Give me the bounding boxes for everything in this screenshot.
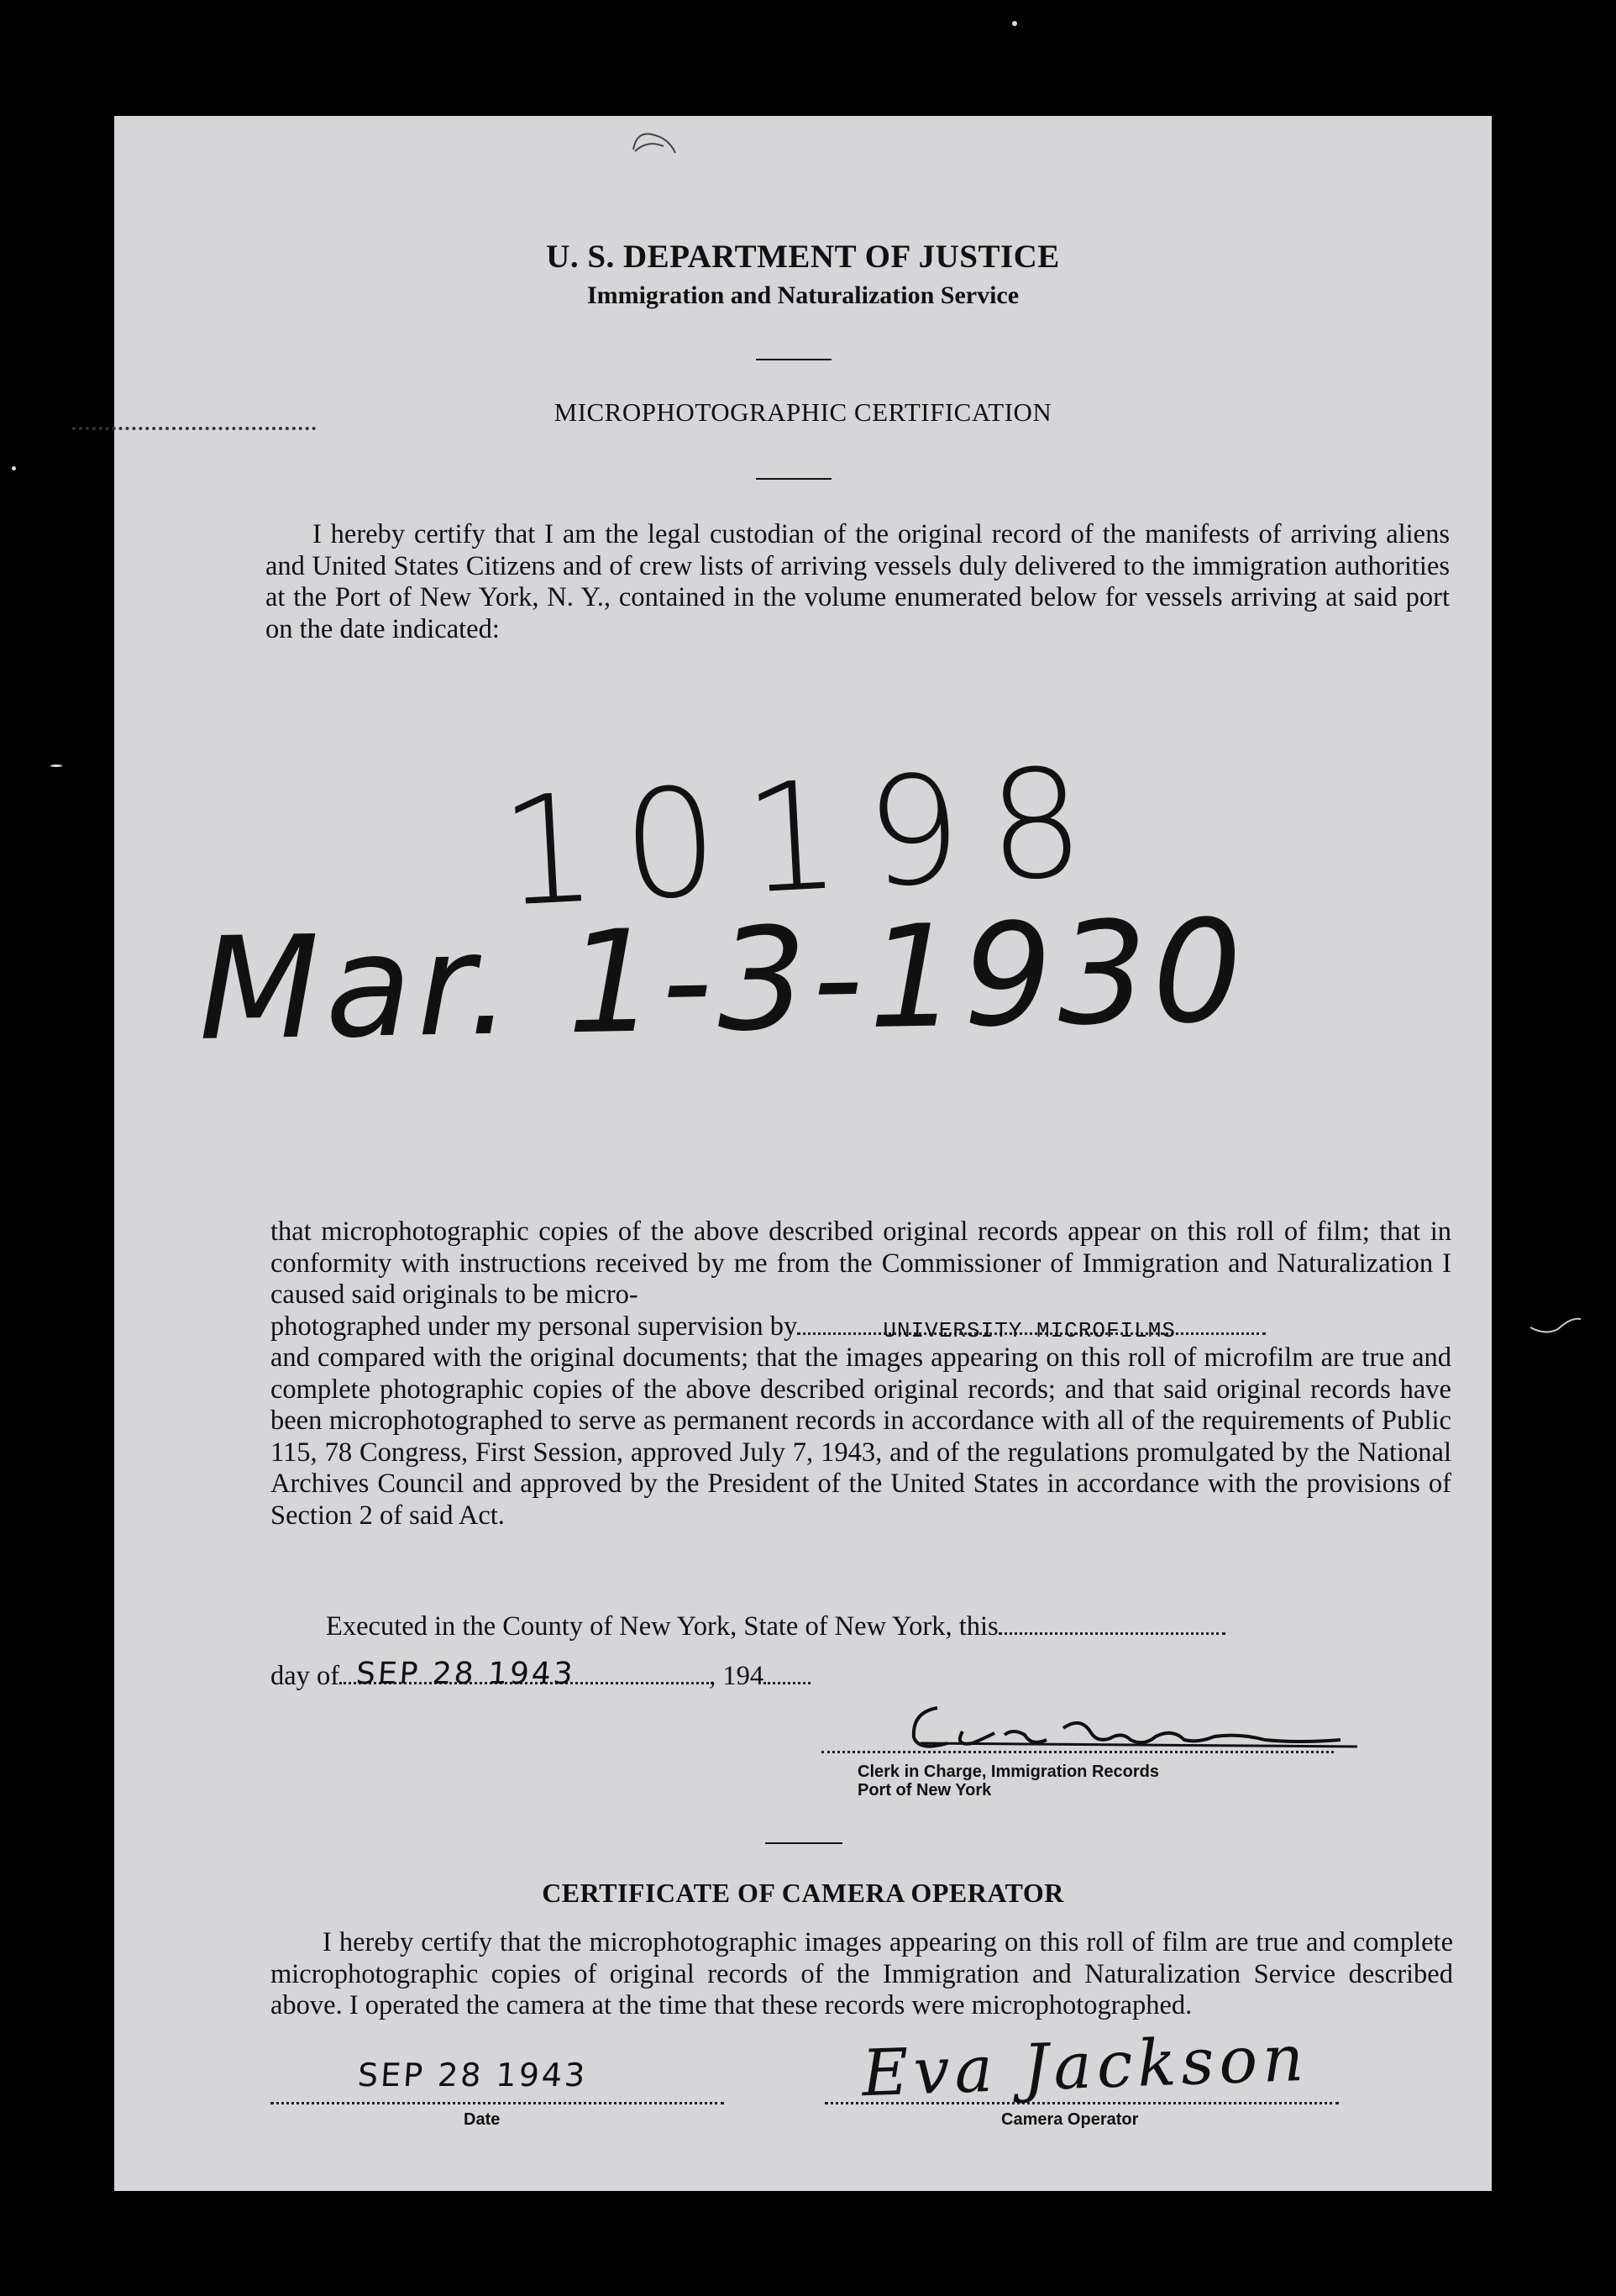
handwritten-volume-number: 10198 [496,734,1115,940]
date-line [270,2102,724,2104]
document-page [114,116,1492,2191]
operator-label: Camera Operator [1001,2110,1139,2129]
film-speck [12,466,16,470]
year-label: , 194 [709,1661,764,1691]
handwritten-date-range: Mar. 1-3-1930 [197,889,1249,1072]
clerk-signature [904,1691,1374,1758]
day-of-fill [339,1657,709,1691]
day-of-label: day of [270,1661,340,1691]
photographer-line [270,1311,1451,1343]
film-speck [50,764,62,767]
executed-line [326,1611,1225,1643]
scribble-mark [627,124,694,166]
executed-text: Executed in the County of New York, State of New York, this [326,1611,999,1642]
film-scratch [1529,1311,1596,1344]
divider [756,478,832,480]
form-title: MICROPHOTOGRAPHIC CERTIFICATION [554,397,1052,427]
photographer-name: UNIVERSITY MICROFILMS [883,1317,1176,1343]
operator-stamped-date: SEP 28 1943 [356,2057,589,2094]
divider [765,1842,842,1844]
clerk-title-line-2: Port of New York [858,1781,992,1799]
film-speck [1012,21,1017,26]
executed-fill [999,1632,1225,1635]
camera-certificate-text: I hereby certify that the microphotographic images appearing on this roll of film are true and complete microphotographic copies of original records of the Immigration and Naturalization Service described above. I operated the camera at the time that these records were microphotographed. [270,1927,1453,2020]
camera-certificate-title: CERTIFICATE OF CAMERA OPERATOR [542,1878,1064,1908]
clerk-title [858,1763,1159,1799]
divider [756,359,832,360]
service-subheading: Immigration and Naturalization Service [586,281,1020,309]
agency-heading: U. S. DEPARTMENT OF JUSTICE [546,239,1060,275]
photographer-fill-line [797,1317,1266,1343]
clerk-title-line-1: Clerk in Charge, Immigration Records [858,1763,1159,1781]
operator-signature: Eva Jackson [860,2020,1310,2111]
body-text-1: that microphotographic copies of the above described original records appear on this roll of film; that in conformity with instructions received by me from the Commissioner of Immigration and Naturalization I caused said originals to be micro- [270,1216,1451,1310]
body-text-2: and compared with the original documents; that the images appearing on this roll of microfilm are true and complete photographic copies of the above described original records; and that said original records have been microphotographed to serve as permanent records in accordance with all of the requirements of Public 115, 78 Congress, First Session, approved July 7, 1943, and of the regulations promulgated by the National Archives Council and approved by the President of the United States in accordance with the provisions of Section 2 of said Act. [270,1342,1451,1531]
intro-paragraph: I hereby certify that I am the legal custodian of the original record of the manifests of arriving aliens and United States Citizens and of crew lists of arriving vessels duly delivered to the immigration authorities at the Port of New York, N. Y., contained in the volume enumerated below for vessels arriving at said port on the date indicated: [265,519,1450,644]
margin-dots [72,427,316,430]
year-fill [763,1682,811,1684]
body-paragraph-1 [270,1216,1451,1532]
date-label: Date [464,2110,501,2129]
stamped-date: SEP 28 1943 [354,1657,577,1691]
photographed-by-label: photographed under my personal supervision by [270,1311,798,1342]
day-of-line [270,1657,811,1693]
